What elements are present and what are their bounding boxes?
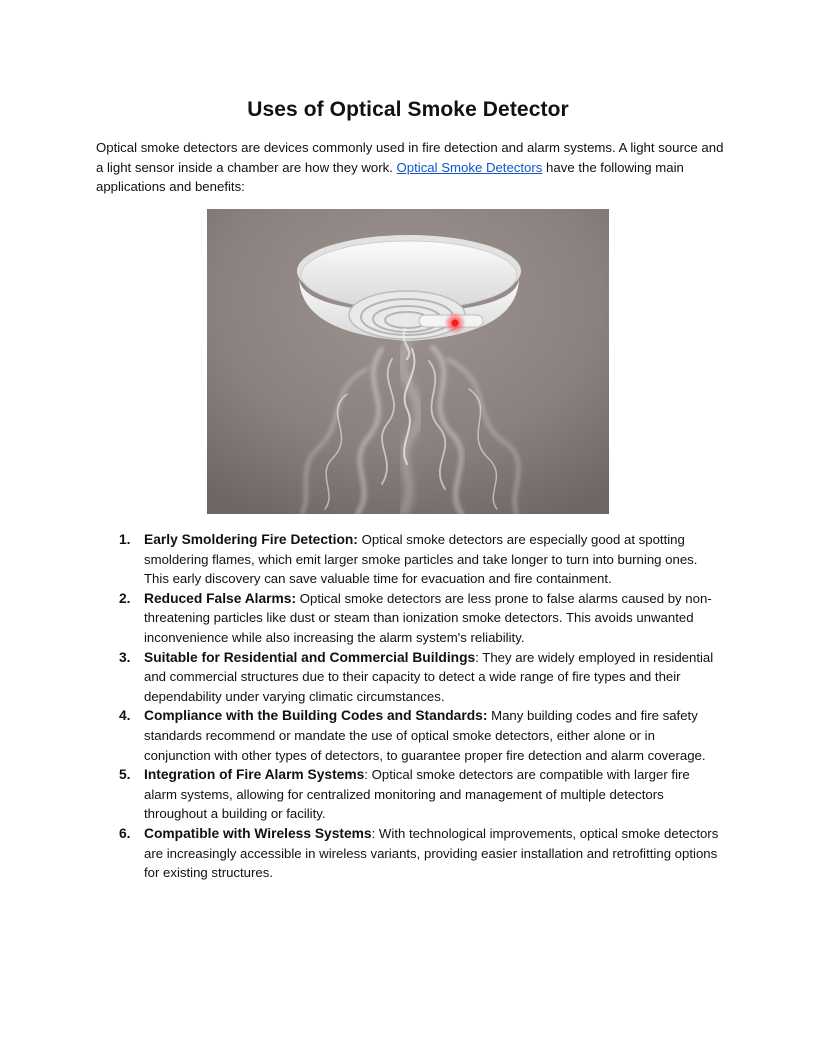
benefit-heading: Integration of Fire Alarm Systems [144, 767, 365, 783]
benefit-item-4 [96, 706, 724, 765]
benefits-list [96, 530, 724, 883]
benefit-body: : They are widely employed in residential and commercial structures due to their capacity to detect a wide range of fire types and their dependability under varying climatic circumstances. [144, 649, 714, 704]
benefit-heading: Suitable for Residential and Commercial Buildings [144, 649, 476, 665]
benefit-body: Optical smoke detectors are especially good at spotting smoldering flames, which emit larger smoke particles and take longer to turn into burning ones. This early discovery can save valuable time for evacuation and fire containment. [144, 532, 698, 587]
intro-paragraph [96, 138, 724, 197]
optical-smoke-detectors-link[interactable]: Optical Smoke Detectors [396, 159, 543, 175]
benefit-body: : Optical smoke detectors are compatible with larger fire alarm systems, allowing for centralized monitoring and management of multiple detectors throughout a building or facility. [144, 767, 690, 822]
benefit-number: 3. [119, 649, 131, 665]
benefit-heading: Early Smoldering Fire Detection: [144, 532, 358, 547]
benefit-body: Many building codes and fire safety standards recommend or mandate the use of optical smoke detectors, either alone or in conjunction with other types of detectors, to guarantee proper fire detection and alarm coverage. [144, 708, 706, 763]
benefit-body: Optical smoke detectors are less prone to false alarms caused by non-threatening particles like dust or steam than ionization smoke detectors. This avoids unwanted inconvenience while also increasing the alarm system's reliability. [144, 590, 712, 645]
intro-text-before-link: Optical smoke detectors are devices commonly used in fire detection and alarm systems. A light source and a light sensor inside a chamber are how they work. [96, 140, 724, 175]
benefit-number: 5. [119, 767, 131, 783]
benefit-heading: Reduced False Alarms: [144, 590, 297, 606]
intro-text-after-link: have the following main applications and benefits: [96, 159, 684, 194]
benefit-number: 6. [119, 825, 131, 841]
benefit-number: 2. [119, 590, 131, 606]
benefit-item-2 [96, 589, 724, 648]
indicator-led [452, 320, 459, 327]
smoke-detector-photo [207, 209, 609, 514]
benefit-number: 4. [119, 708, 131, 724]
benefit-body: : With technological improvements, optical smoke detectors are increasingly accessible in wireless variants, providing easier installation and retrofitting options for existing structures. [144, 825, 719, 881]
benefit-item-1 [96, 530, 724, 589]
benefit-heading: Compliance with the Building Codes and Standards: [144, 708, 488, 724]
benefit-item-3 [96, 648, 724, 707]
benefit-heading: Compatible with Wireless Systems [144, 825, 372, 841]
page-title: Uses of Optical Smoke Detector [247, 98, 569, 121]
benefit-item-5 [96, 765, 724, 824]
benefit-number: 1. [119, 532, 131, 547]
benefit-item-6 [96, 824, 724, 883]
